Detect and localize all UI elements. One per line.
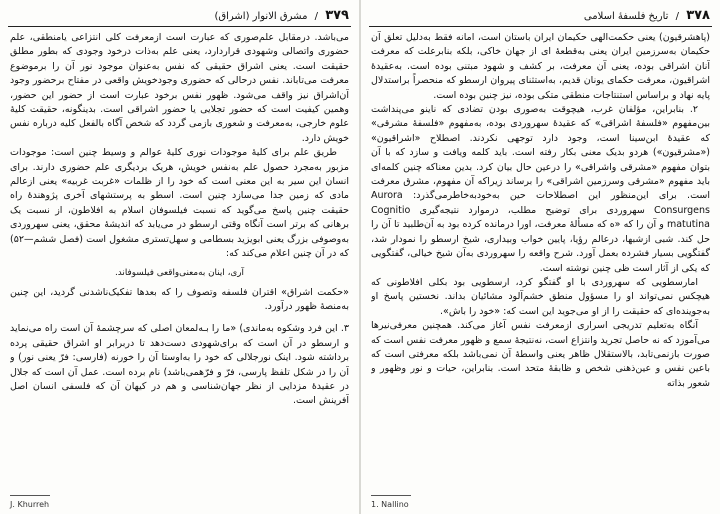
right-running-head: تاریخ فلسفهٔ اسلامی <box>583 11 669 22</box>
left-footnote-rule <box>10 495 50 496</box>
left-page-number: ۳۷۹ <box>325 8 349 23</box>
left-page-header <box>10 8 349 24</box>
right-paragraph-2: ۲. بنابراین، مؤلفان غرب، هیچوقت به‌صوری بودن تضادی که ناینو می‌پنداشت بین‌مفهوم «فلسفهٔ اشراقی» که عقیدهٔ سهروردی بوده، به‌مفهوم «فلسفهٔ مشرقی» که عقیدهٔ ابن‌سینا است، وجود دارد توجهی نکردند. اصطلاح «اشراقیون» («مشرقیون») هردو بدیک معنی بکار رفته است. باید کلمه ویافت و سازد که با آن بتوان مفهوم «مشرقی واشراقی» را درعین حال بیان کرد. بدین معناکه چنین کلمه‌ای باید مفهوم «مشرقی وسرزمین اشراقی» را برساند زیراکه آن مفهوم، مشرق معرفت است. برای این‌منظور این اصطلاحات حین به‌خودبه‌خاطرمی‌گذرد: Aurora Consurgens سهروردی برای توضیح مطلب، درموارد نتیجه‌گیری Cognitio matutina و آن را که «ه که مسألهٔ معرفت، اورا درمانده کرده بود به آن‌طلبید تا آن را حل کند. شبی ازشبها، درعالم رؤیا، پایین خواب وبیداری، شیخ ارسطو را نمودار شد، گفتگویی بسیار فشرده بعمل آورد. شرح واقعه را سهروردی به‌آن شیخ خیالی، گفتگویی که یکی از آثار است ظی چنین نوشته است. <box>371 104 710 274</box>
left-page <box>0 0 359 514</box>
right-page-number: ۳۷۸ <box>686 8 710 23</box>
left-running-head: مشرق الانوار (اشراق) <box>214 11 308 22</box>
right-paragraph-1: (پاهشرقیون) یعنی حکمت‌الهی حکیمان ایران باستان است، امانه فقط به‌دلیل تعلق آن حکیمان به‌سرزمین ایران یعنی به‌قطعهٔ ای از جهان خاکی، بلکه بنابرعلت که معرفت آنان اشراقی بوده، یعنی آن معرفت، بر کشف و شهود مبتنی بوده است. به‌عقیدهٔ اشراقیون، معرفت حکمای یونان قدیم، به‌استثنای پیروان ارسطو که منحصراً براستدلال پایه نهاد و براساس استنتاجات منطقی متکی بوده، نیز چنین بوده است. <box>371 32 710 101</box>
left-header-rule <box>8 26 351 27</box>
right-page-header <box>371 8 710 24</box>
left-page-body <box>10 31 349 492</box>
right-page-body <box>371 31 710 492</box>
right-paragraph-3: امارسطویی که سهروردی با او گفتگو کرد، ارسطویی بود بکلی افلاطونی که هیچکس نمی‌تواند او را مسؤول منطق خشم‌آلود مشائیان بداند. نخستین پاسخ او به‌جوینده‌ای که حقیقت را از او می‌جوید این است که: «خود را باش». <box>371 276 710 317</box>
left-paragraph-4: ۳. این فرد وشکوه به‌ماندی) «ما را بـه‌لمعان اصلی که سرچشمهٔ آن است راه می‌نماید و ارسطو در آن است که برای‌شهودی دست‌دهد تا دربرابر او اشراق حقیقی پرده برداشته شود. اینک نورجلالی که خود را به‌اوستا آن را خورنه (فارسی: فرّ یعنی نور) و آن را در شکل تلفظ پارسی، فرّ و فرّهمی‌باشد) نام برده است. عمل آن است که جلال در عقیدهٔ مزدایی از نظر جهان‌شناسی و هم در کیهان آن که فلسفی انسان اصل آفرینش است. <box>10 323 349 407</box>
left-paragraph-1: می‌باشد. درمقابل علم‌صوری که عبارت است ازمعرفت کلی انتزاعی یامنطقی، علم حضوری واتصالی وشهودی قراردارد، یعنی علم به‌ذات درخود وجودی که بطور مطلق حقیقت است. یعنی اشراق حقیقی که نفس به‌عنوان موجود نور آن را برموضوع معرفت می‌تاباند. نفس درحالی که حضوری وجودخویش واقعی در مفتاح برحضور وجود آن‌اشراق نیز واقف می‌شود. ظهور نفس برخود عبارت است از حضور این حضور، وهمین کیفیت است که حضور تجلایی یا حضور اشراقی است. بدینگونه، حقیقت کلیهٔ علوم خارجی، به‌معرفت و شعوری بازمی گردد که شخص آگاه بالفعل کلیه درباره نفس خویش دارد. <box>10 32 349 144</box>
left-footnote: J. Khurreh <box>10 500 50 509</box>
left-header-separator: / <box>314 11 318 22</box>
left-quote-line: آری، اینان به‌معنی‌واقعی فیلسوفاند. <box>115 267 244 278</box>
right-footnote-rule <box>371 495 411 496</box>
right-paragraph-4: آنگاه به‌تعلیم تدریجی اسراری ازمعرفت نفس آغاز می‌کند. همچنین معرفی‌نیرها می‌آموزد که نه حاصل تجرید وانتزاع است، نه‌نتیجهٔ سمع و ظهور معرفت نفس است که صورت بازنمی‌تابد، بالاستقلال ظاهر یعنی واسطهٔ آن نمی‌باشد بلکه معرفتی است که باعین نفس و عین‌ذهنی شخص و ظابقهٔ متحد است. بنابراین، حیات و نور وظهور و شعور بذاته <box>371 320 710 389</box>
left-paragraph-3: «حکمت اشراق» اقتران فلسفه وتصوف را که بعدها تفکیک‌ناشدنی گردید، این چنین به‌منصهٔ ظهور درآورد. <box>10 286 349 312</box>
right-page <box>361 0 720 514</box>
right-header-rule <box>369 26 712 27</box>
right-header-separator: / <box>675 11 679 22</box>
right-footnote: 1. Nallino <box>371 500 409 509</box>
left-paragraph-2: طریق علم برای کلیهٔ موجودات نوری کلیهٔ عوالم و وسیط چنین است: موجودات مزبور به‌مجرد حصول علم به‌نفس خویش، هریک بردیگری علم حضوری دارند. برای انسان این سیر به این معنی است که خود را از ظلمات «غربت غربیه» یعنی ازعالم مادی که زمین جدا می‌سازد چنین است. اسطو به پرستشهای آخری پژوهندهٔ راه حقیقت چنین پاسخ می‌گوید که نسبت فیلسوفان اسلام به افلاطون، از نسبت یک برهانی که برتر است آنگاه وقتی ارسطو در می‌یابد که اندیشهٔ محقق، یعنی سهروردی به‌وصوفی بزرگ یعنی ابویزید بسطامی و سهل‌تستری مشغول است (فصل ششم—۵۲) که در آن چنین اعلام می‌کند که: <box>10 147 349 260</box>
